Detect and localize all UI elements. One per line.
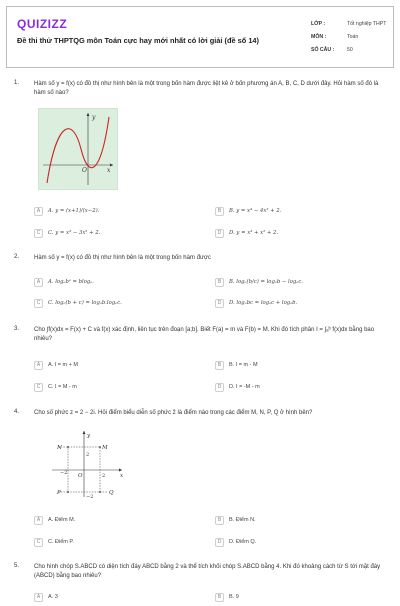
option-text: B. y = x⁴ − 4x² + 2. (229, 208, 282, 214)
q1-option-a[interactable] (34, 206, 99, 216)
question-number: 3. (14, 326, 20, 332)
option-text: C. I = M - m (48, 384, 77, 390)
q3-option-c[interactable] (34, 382, 77, 392)
q3-option-b[interactable] (215, 360, 258, 370)
point-m-label: M (102, 445, 108, 451)
option-text: D. y = x³ + x² + 2. (229, 230, 279, 236)
option-letter: D (215, 299, 224, 308)
q4-option-c[interactable] (34, 537, 74, 547)
question-number: 1. (14, 80, 20, 86)
question-number: 5. (14, 563, 20, 569)
option-text: A. Điểm M. (48, 517, 76, 523)
tick-2-x: 2 (102, 473, 106, 479)
page-title: Đề thi thử THPTQG môn Toán cực hay mới nhất có lời giải (đề số 14) (17, 36, 259, 45)
q4-option-a[interactable] (34, 515, 75, 525)
q5-option-a[interactable] (34, 592, 58, 602)
q1-option-d[interactable] (215, 228, 278, 238)
class-label: LỚP : (311, 20, 326, 27)
graph2-y-label: y (87, 433, 91, 439)
option-text: B. Điểm N. (229, 517, 256, 523)
meta-info (311, 17, 386, 56)
graph1-origin: O (82, 167, 87, 174)
function-graph-1 (38, 108, 118, 190)
q1-option-c[interactable] (34, 228, 100, 238)
graph2-x-label: x (120, 473, 124, 479)
option-letter: C (34, 538, 43, 547)
option-text: C. Điểm P. (48, 539, 74, 545)
graph2-origin: O (78, 473, 83, 479)
option-text: D. I = -M - m (229, 384, 260, 390)
option-letter: D (215, 229, 224, 238)
tick-minus2-x: −2 (60, 470, 68, 476)
option-letter: D (215, 538, 224, 547)
option-letter: B (215, 516, 224, 525)
question-text: Cho hình chóp S.ABCD có diện tích đáy ABCD bằng 2 và thể tích khối chóp S.ABCD bằng 4. Khi đó khoảng cách từ S tới mặt đáy (ABCD) bằng bao nhiêu? (34, 564, 381, 580)
point-q-label: Q (109, 490, 114, 496)
subject-value: Toán (347, 33, 359, 40)
option-letter: A (34, 278, 43, 287)
option-text: A. logₐbᵃ = blogₐ. (48, 279, 94, 285)
option-text: C. logₐ(b + c) = logₐb.logₐc. (48, 300, 122, 306)
option-letter: B (215, 361, 224, 370)
option-letter: A (34, 361, 43, 370)
q2-option-d[interactable] (215, 298, 297, 308)
q5-option-b[interactable] (215, 592, 239, 602)
option-text: C. y = x³ − 3x² + 2. (48, 230, 101, 236)
subject-label: MÔN : (311, 33, 327, 40)
option-letter: C (34, 229, 43, 238)
q4-option-b[interactable] (215, 515, 256, 525)
option-text: B. 9 (229, 594, 239, 600)
q2-option-c[interactable] (34, 298, 122, 308)
question-number: 4. (14, 409, 20, 415)
option-letter: C (34, 383, 43, 392)
class-value: Tốt nghiệp THPT (347, 20, 387, 27)
option-letter: B (215, 207, 224, 216)
option-text: B. logₐ(b/c) = logₐb − logₐc. (229, 279, 303, 285)
question-count-value: 50 (347, 46, 353, 53)
option-text: A. 3 (48, 594, 58, 600)
q4-option-d[interactable] (215, 537, 256, 547)
option-letter: A (34, 516, 43, 525)
q2-option-b[interactable] (215, 277, 303, 287)
option-letter: D (215, 383, 224, 392)
option-letter: C (34, 299, 43, 308)
graph1-x-label: x (107, 167, 111, 174)
option-text: D. Điểm Q. (229, 539, 257, 545)
point-p-label: P (57, 490, 61, 496)
option-text: A. y = (x+1)/(x−2). (48, 208, 100, 214)
q3-option-a[interactable] (34, 360, 78, 370)
option-text: D. logₐbc = logₐc + logₐb. (229, 300, 298, 306)
question-number: 2. (14, 254, 20, 260)
question-text: Hàm số y = f(x) có đồ thị như hình bên là một trong bốn hàm được (34, 255, 211, 261)
complex-plane-graph (48, 429, 128, 499)
option-letter: B (215, 593, 224, 602)
quizizz-logo: QUIZIZZ (17, 17, 68, 31)
tick-2-y: 2 (86, 452, 90, 458)
question-text: Cho ∫f(x)dx = F(x) + C và f(x) xác định, liên tục trên đoạn [a;b]. Biết F(a) = m và F(b) = M. Khi đó tích phân I = ∫ₐᵇ f(x)dx bằng bao nhiêu? (34, 327, 375, 343)
q1-option-b[interactable] (215, 206, 281, 216)
q3-option-d[interactable] (215, 382, 260, 392)
option-letter: A (34, 207, 43, 216)
option-text: A. I = m + M (48, 362, 78, 368)
worksheet-header (6, 6, 394, 68)
option-text: B. I = m - M (229, 362, 258, 368)
option-letter: A (34, 593, 43, 602)
option-letter: B (215, 278, 224, 287)
question-count-label: SỐ CÂU : (311, 46, 335, 53)
point-n-label: N (57, 445, 62, 451)
graph1-y-label: y (92, 114, 96, 121)
tick-minus2-y: −2 (86, 494, 94, 499)
q2-option-a[interactable] (34, 277, 94, 287)
question-text: Hàm số y = f(x) có đồ thị như hình bên là một trong bốn hàm được liệt kê ở bốn phương án A, B, C, D dưới đây. Hỏi hàm số đó là hàm số nào? (34, 81, 379, 97)
question-text: Cho số phức z = 2 − 2i. Hỏi điểm biểu diễn số phức z̄ là điểm nào trong các điểm M, N, P, Q ở hình bên? (34, 410, 313, 416)
